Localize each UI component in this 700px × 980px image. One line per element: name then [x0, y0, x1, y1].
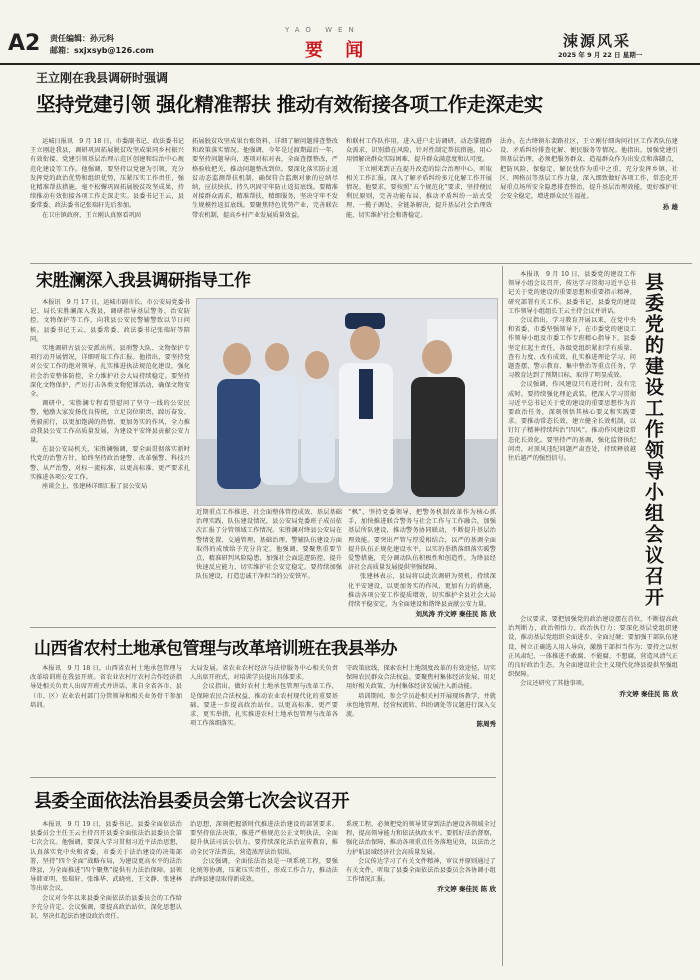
- article3-col3-text: 守政策底线，探索农村土地制度改革的有效途径，切实保障农民群众合法权益。要聚焦村集体经济发展，用足用好相关政策，为村集体经济发展注入新动能。: [346, 665, 496, 691]
- article3-byline: 陈周秀: [476, 720, 496, 729]
- article4-col3-text-b: 会议传达学习了有关文件精神，审议并原则通过了有关文件，听取了县委全面依法治县委员会各协调小组工作情况汇报。: [346, 857, 496, 884]
- article4-col2-text-b: 会议强调，全面依法治县是一项系统工程，要强化统筹协调，压紧压实责任，形成工作合力，推动法治绛县建设取得新成效。: [190, 857, 338, 884]
- photo-illustration: [197, 299, 497, 505]
- paper-name-logo: 涑源风采: [563, 32, 632, 50]
- article5-p1: 本报讯 9 月 10 日，县委党的建设工作领导小组会议召开，传达学习贯彻习近平总书记关于党的建设的重要思想和重要指示精神，研究部署有关工作。县委书记、县委党的建设工作领导小组组长王云主持会议并讲话。: [508, 271, 636, 315]
- section-pinyin: YAO WEN: [285, 26, 360, 34]
- article4-col2-text: 治思想，深刻把握新时代推进法治建设的部署要求。要坚持依法决策，推进严格规范公正文明执法，全面提升执法司法公信力。要持续深化法治宣传教育，推动全民守法普法，营造浓厚法治氛围。: [190, 821, 338, 856]
- article1-col4: [500, 137, 678, 211]
- article4-byline: 乔文婷 秦佳民 陈 欣: [437, 885, 496, 894]
- article2-col1: [30, 298, 190, 491]
- article2-photo: [196, 298, 498, 506]
- article1-col1: [30, 137, 184, 220]
- article5-body-lower: [508, 615, 678, 698]
- article3-col1-text: 本报讯 9 月 18 日，山西省农村土地承包管理与改革培训班在我县开班。省农业农村厅农村合作经济指导处相关负责人出席开班式并讲话，来自全省各市、县（市、区）农业农村部门分管领导和相关业务骨干参加培训。: [30, 665, 182, 709]
- article3-col1: [30, 664, 182, 710]
- article1-col4-text: 法办。在古绛镇东裴路社区，王立刚仔细询问社区工作者队伍建设、矛盾纠纷排查化解、便民服务等情况。他指出，加强党建引领基层治理，必须把服务群众、造福群众作为出发点和落脚点，把防风险、保稳定、解民忧作为重中之重，充分发挥乡镇、社区、网格员等基层工作力量，深入细致做好各项工作，常态化开展重点场所安全隐患排查整治，提升基层治理效能，更好维护社会安全稳定，增进群众民生福祉。: [500, 138, 678, 201]
- article4-col2: [190, 820, 338, 884]
- article2-col3-text-b: 张建林表示，县局将以此次调研为契机，持续深化平安建设，以更加务实的作风、更加有力的措施，推动各项公安工作提质增效，切实维护全县社会大局持续平稳安定，为全面建设和谐绛县贡献公安力量。: [348, 573, 496, 609]
- article2-p4: 在县公安局机关，宋胜澜强调，要全面贯彻落实新时代党的治警方针，始终坚持政治建警、改革强警、科技兴警、从严治警，对标一流标准，以更高标准、更严要求扎实推进各项公安工作。: [30, 446, 190, 481]
- article3-col3: [346, 664, 496, 728]
- article2-p5: 座谈会上，张建林详细汇报了县公安局: [42, 483, 148, 491]
- article1-col2: [192, 137, 338, 220]
- email-label: 邮箱：sxjxsyb@126.com: [50, 46, 154, 55]
- divider-1: [30, 263, 692, 264]
- article1-title: 坚持党建引领 强化精准帮扶 推动有效衔接各项工作走深走实: [36, 93, 543, 116]
- article3-col2-text-b: 会议指出，做好农村土地承包管理与改革工作，是保障农民合法权益、推动农业农村现代化的重要基础。要进一步提高政治站位，以更高标准、更严要求、更实举措，扎实推进农村土地承包管理与改革各项工作落细落实。: [190, 683, 338, 728]
- header-divider: [0, 63, 700, 65]
- article5-byline: 乔文婷 秦佳民 陈 欣: [619, 689, 678, 698]
- article1-col1-text: 运城日报讯 9 月 18 日，市委副书记、政法委书记王立刚赴我县，调研巩固拓展脱贫攻坚成果同乡村振兴有效衔接、党建引领基层治理示范区创建和综治中心规范化建设等工作。他强调，要坚持以党建为引领，充分发挥党的政治优势和组织优势，压紧压实工作责任，强化精准帮扶措施，毫不松懈巩固拓展脱贫攻坚成果，持续推动有效衔接各项工作走深走实。县委书记王云，县委常委、政法委书记张瑞轩先后参加。: [30, 138, 184, 210]
- article1-col3: [346, 137, 492, 220]
- article3-title: 山西省农村土地承包管理与改革培训班在我县举办: [34, 639, 397, 659]
- article3-col2-text: 大局发展。省农业农村经济与法律服务中心相关负责人出席开班式，对培训学员提出具体要求。: [190, 665, 338, 682]
- article5-body: [508, 270, 636, 463]
- article4-title: 县委全面依法治县委员会第七次会议召开: [34, 791, 349, 812]
- article1-byline: 孙 雄: [662, 203, 678, 212]
- article1-col1-text-b: 在卫庄镇政府，王立刚认真察看巩固: [42, 211, 141, 219]
- article2-p2: 实地调研古县公安派出所、县刑警大队、文物保护专项行动开展情况，详细听取工作汇报。他指出，要坚持党对公安工作的绝对领导，扎实推进执法规范化建设，强化社会治安整体防控，全力维护社会大局持续稳定。要坚持深化文物保护，严厉打击各类文物犯罪活动，确保文物安全。: [30, 345, 190, 399]
- article1-col2-text: 拓展脱贫攻坚成果台账资料，详细了解问题排查整改和政策落实情况。他强调，今年是过渡期最后一年，要坚持问题导向，逐项对标对表，全面查摆整改，严格验收把关，推动问题整改到位。要深化落实防止返贫动态监测帮扶机制，确保符合监测对象的应纳尽纳，应扶快扶，持久巩固守牢防止返贫底线。要精准对接群众需求，精准帮扶，精细服务，坚决守牢不发生规模性返贫底线。要聚焦特色优势产业，完善联农带农机制，提高乡村产业发展质量效益。: [192, 138, 338, 219]
- article1-col3-text-b: 王立刚来到正在提升改造的综合治理中心，听取相关工作汇报，深入了解矛盾纠纷多元化解工作开展情况。他要求，要按照“五个规范化”要求，坚持便民利民原则，完善功能布局，推动矛盾纠纷一站式受理、一揽子调处、全链条解决，提升基层社会治理效能，切实维护社会和谐稳定。: [346, 165, 492, 219]
- right-column-divider: [502, 266, 503, 966]
- article4-col3: [346, 820, 496, 893]
- article2-col3-text: “枫”，坚持党委领导，把警务机制改革作为核心抓手，加快推进联合警务与社会工作与工作融合，加强基层所队建设，推动警务协同联动，不断提升基层治理效能。要突出严管与厚爱相结合，以严的基调全面提升队伍正规化建设水平，以实的举措落细落实暖警爱警措施，充分调动队伍积极性和创造性，为绛县经济社会高质量发展提供坚强保障。: [348, 509, 496, 572]
- divider-3: [30, 777, 496, 778]
- article2-col2: [196, 508, 342, 582]
- article5-title: 县委党的建设工作领导小组会议召开: [642, 272, 664, 608]
- issue-date: 2025 年 9 月 22 日 星期一: [558, 51, 643, 59]
- divider-2: [30, 627, 496, 628]
- section-title: 要 闻: [305, 40, 372, 61]
- article2-col3: [348, 508, 496, 618]
- article4-col1-text-b: 会议对今年以来县委全面依法治县委员会的工作给予充分肯定。会议强调，要提高政治站位，深化思想认识，坚决扛起法治建设政治责任。: [30, 894, 182, 921]
- article3-col3-text-b: 培训期间，参会学员赴相关村开展现场教学，并就承包地管理、经营权流转、纠纷调处等议题进行深入交流。: [346, 692, 496, 719]
- article2-col2-text: 近期重点工作推进、社会面整体管控成效、基层基础治理实践、队伍建设情况，县公安局党委班子成员依次汇报了分管领域工作情况。宋胜澜对绛县公安局在警情处置、交通管理、基础治理、警辅队伍建设方面取得的成绩给予充分肯定。他强调，要聚焦重要节点，精准研判风险隐患，加强社会面巡逻防控，提升快速反应能力，切实维护社会安定稳定。要持续加强队伍建设，打造忠诚干净担当的公安铁军。: [196, 509, 342, 581]
- article5-p3: 会议强调，作风建设只有进行时，没有完成时。要持续强化理论武装，把深入学习贯彻习近平总书记关于党的建设的重要思想作为首要政治任务，深刻领悟其核心要义和实践要求。要推动常态长效，建立健全长效机制，以钉钉子精神持续纠治“四风”，推动作风建设常态化长效化。要坚持严的基调，强化监督执纪问责，对顶风违纪问题严肃查处，持续释放越往后越严的强烈信号。: [508, 381, 636, 463]
- editor-label: 责任编辑：孙元科: [50, 34, 114, 43]
- article1-col3-text: 和联村工作队作用，进入进户走访调研，动态掌握群众需求，识别潜在风险，针对性制定帮扶措施，用心用情解决群众实际困难，提升群众满意度和认可度。: [346, 138, 492, 164]
- article1-kicker: 王立刚在我县调研时强调: [36, 71, 169, 85]
- article4-col1: [30, 820, 182, 921]
- article4-col1-text: 本报讯 9 月 19 日，县委书记、县委全面依法治县委员会主任王云主持召开县委全面依法治县委员会第七次会议。他强调，要深入学习贯彻习近平法治思想，认真落实党中央和省委、市委关于法治建设的决策部署，坚持“四个全面”战略布局，为建设更高水平的法治绛县，为全面推进“四个聚焦”提供有力法治保障。县领导韩亚明、张瑞轩、张维华、武晓亮、王文静、张建林等出席会议。: [30, 821, 182, 893]
- article2-p3: 调研中，宋胜澜专程看望慰问了坚守一线的公安民警，勉励大家发扬优良传统，立足岗位职责，踔厉奋发、勇毅前行，以更加饱满的热情、更加务实的作风，全力推动我县公安工作高质量发展，为建设平安绛县贡献公安力量。: [30, 400, 190, 445]
- article5-p4: 会议要求，要把加强党的政治建设摆在首位，不断提高政治判断力、政治领悟力、政治执行力；要深化基层党组织建设，推动基层党组织全面进步、全面过硬；要加强干部队伍建设，树立正确选人用人导向，激励干部担当作为；要持之以恒正风肃纪，一体推进不敢腐、不能腐、不想腐，营造风清气正的良好政治生态，为全面建设社会主义现代化绛县提供坚强组织保障。: [508, 616, 678, 679]
- article4-col3-text: 系统工程，必须把党的领导贯穿到法治建设各领域全过程，提高领导能力和依法执政水平。要抓好法治督察，强化法治保障，推动各项重点任务落地见效，以法治之力护航县域经济社会高质量发展。: [346, 821, 496, 856]
- article5-p2: 会议指出，学习教育开展以来，在党中央和省委、市委坚强领导下，在市委党的建设工作领导小组及市委工作专班精心指导下，县委坚定扛起主责任，各级党组织紧扣学有质量、查有力度、改有成效，扎实推进理论学习、问题查摆、警示教育、集中整治等重点任务，学习教育达到了预期目标，取得了明显成效。: [508, 317, 636, 380]
- article2-p1: 本报讯 9 月 17 日，运城市副市长、市公安局党委书记、局长宋胜澜深入我县，调研指导基层警务、治安防控、文物保护等工作，向我县公安民警辅警致以节日问候。县委书记王云、县委常委、政法委书记张瑞轩等陪同。: [30, 299, 190, 343]
- article5-p5: 会议还研究了其他事项。: [520, 680, 589, 688]
- article2-title: 宋胜澜深入我县调研指导工作: [36, 271, 251, 291]
- article2-byline: 刘凤涛 乔文婷 秦佳民 陈 欣: [415, 610, 496, 619]
- article3-col2: [190, 664, 338, 728]
- page-number: A2: [8, 31, 41, 56]
